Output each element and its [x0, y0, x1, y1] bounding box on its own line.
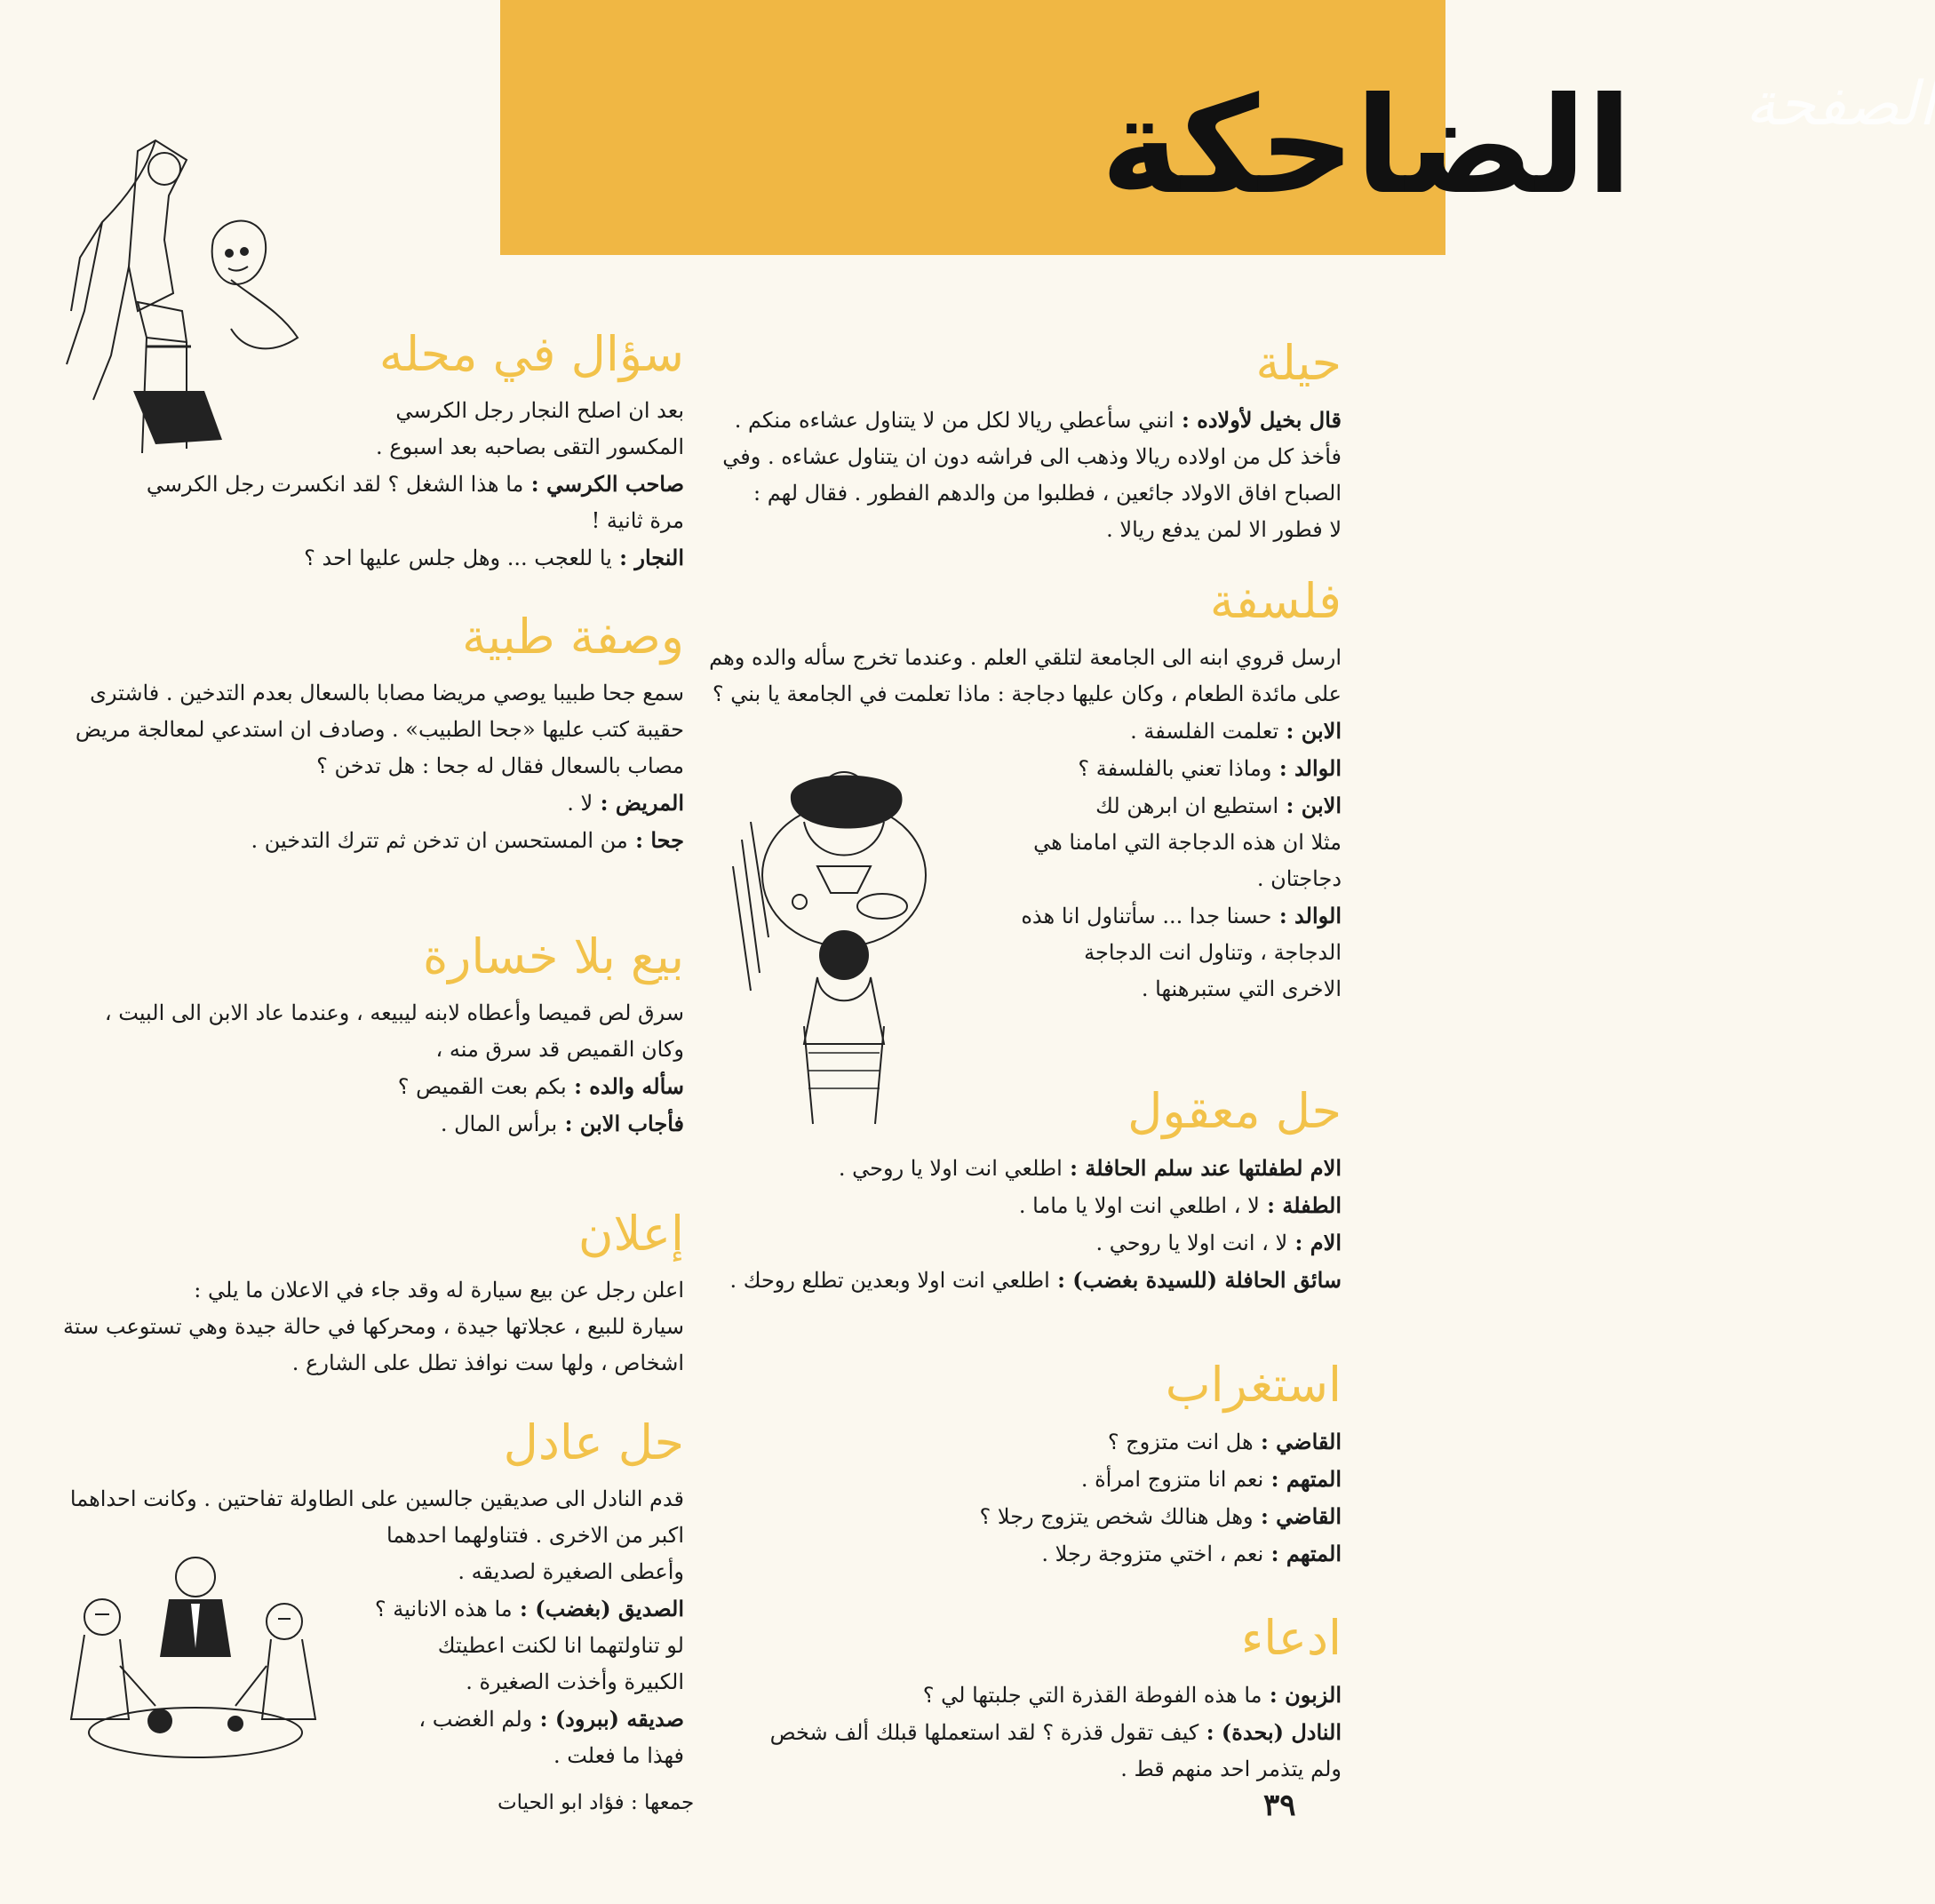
line-text: اطلعي انت اولا يا روحي . — [838, 1156, 1063, 1181]
line-text: مصاب بالسعال فقال له جحا : هل تدخن ؟ — [316, 753, 684, 778]
speaker-label: المتهم : — [1263, 1541, 1342, 1566]
section-body — [729, 1423, 1342, 1573]
section-title: حل عادل — [503, 1414, 684, 1470]
text-line — [27, 539, 684, 577]
text-line — [27, 785, 684, 822]
section-body — [722, 402, 1342, 548]
text-line — [729, 1461, 1342, 1498]
line-text: سمع جحا طبيبا يوصي مريضا مصابا بالسعال بعدم التدخين . فاشترى — [90, 681, 684, 705]
speaker-label: الصديق (بغضب) : — [512, 1596, 684, 1621]
line-text: الدجاجة ، وتناول انت الدجاجة — [1084, 940, 1342, 965]
section-body — [729, 1677, 1342, 1788]
line-text: المكسور التقى بصاحبه بعد اسبوع . — [376, 434, 684, 459]
line-text: وكان القميص قد سرق منه ، — [435, 1037, 684, 1062]
text-line — [27, 466, 684, 503]
speaker-label: سائق الحافلة (للسيدة بغضب) : — [1049, 1267, 1342, 1293]
text-line — [27, 712, 684, 748]
text-line — [729, 1187, 1342, 1224]
speaker-label: النادل (بحدة) : — [1198, 1719, 1342, 1745]
text-line — [729, 475, 1342, 512]
line-text: حسنا جدا ... سأتناول انا هذه — [1021, 904, 1272, 928]
speaker-label: فأجاب الابن : — [557, 1111, 684, 1136]
header-banner — [500, 0, 1935, 255]
line-text: اكبر من الاخرى . فتناولهما احدهما — [386, 1523, 684, 1548]
line-text: وأعطى الصغيرة لصديقه . — [458, 1559, 684, 1584]
line-text: على مائدة الطعام ، وكان عليها دجاجة : ماذا تعلمت في الجامعة يا بني ؟ — [712, 681, 1342, 706]
line-text: وماذا تعني بالفلسفة ؟ — [1078, 756, 1272, 781]
line-text: حقيبة كتب عليها «جحا الطبيب» . وصادف ان استدعي لمعالجة مريض — [75, 717, 684, 742]
speaker-label: جحا : — [627, 827, 684, 853]
speaker-label: الام لطفلتها عند سلم الحافلة : — [1062, 1155, 1342, 1181]
line-text: اشخاص ، ولها ست نوافذ تطل على الشارع . — [291, 1350, 684, 1375]
father-and-son-at-table-illustration — [733, 760, 964, 1133]
line-text: نعم انا متزوج امرأة . — [1080, 1467, 1264, 1492]
section-title: فلسفة — [1209, 573, 1342, 629]
text-line — [27, 995, 684, 1032]
text-line — [729, 1423, 1342, 1461]
line-text: لو تناولتهما انا لكنت اعطيتك — [437, 1633, 684, 1658]
text-line — [722, 439, 1342, 475]
section-istighrab — [729, 1350, 1342, 1573]
text-line — [27, 1518, 684, 1554]
line-text: دجاجتان . — [1256, 866, 1342, 891]
line-text: ما هذه الفوطة القذرة التي جلبتها لي ؟ — [922, 1683, 1262, 1708]
line-text: ما هذه الانانية ؟ — [374, 1597, 513, 1621]
line-text: سيارة للبيع ، عجلاتها جيدة ، ومحركها في حالة جيدة وهي تستوعب ستة — [63, 1314, 684, 1339]
text-line — [729, 1751, 1342, 1788]
section-title: إعلان — [577, 1206, 684, 1262]
line-text: مرة ثانية ! — [591, 508, 684, 533]
speaker-label: سأله والده : — [566, 1073, 684, 1099]
text-line — [27, 822, 684, 859]
section-iddia — [729, 1604, 1342, 1788]
line-text: لا . — [567, 791, 593, 816]
line-text: ما هذا الشغل ؟ لقد انكسرت رجل الكرسي — [146, 472, 524, 497]
line-text: ارسل قروي ابنه الى الجامعة لتلقي العلم . وعندما تخرج سأله والده وهم — [709, 645, 1342, 670]
line-text: انني سأعطي ريالا لكل من لا يتناول عشاءه منكم . — [734, 408, 1175, 433]
waiter-and-two-friends-illustration — [67, 1550, 320, 1768]
line-text: الكبيرة وأخذت الصغيرة . — [466, 1669, 684, 1694]
line-text: لا ، اطلعي انت اولا يا ماما . — [1018, 1193, 1260, 1218]
line-text: لا فطور الا لمن يدفع ريالا . — [1106, 517, 1342, 542]
section-sual — [27, 320, 684, 577]
text-line — [729, 1714, 1342, 1751]
text-line — [27, 429, 684, 466]
line-text: وهل هنالك شخص يتزوج رجلا ؟ — [979, 1504, 1254, 1529]
text-line — [709, 640, 1342, 676]
text-line — [729, 1224, 1342, 1262]
text-line — [729, 402, 1342, 439]
text-line — [712, 676, 1342, 713]
speaker-label: المتهم : — [1263, 1466, 1342, 1492]
text-line — [729, 1262, 1342, 1299]
line-text: مثلا ان هذه الدجاجة التي امامنا هي — [1033, 830, 1342, 855]
banner-subtitle: الصفحة — [1745, 69, 1935, 139]
line-text: استطيع ان ابرهن لك — [1095, 793, 1279, 818]
line-text: اعلن رجل عن بيع سيارة له وقد جاء في الاعلان ما يلي : — [194, 1278, 684, 1303]
line-text: سرق لص قميصا وأعطاه لابنه ليبيعه ، وعندما عاد الابن الى البيت ، — [104, 1000, 684, 1025]
text-line — [27, 1032, 684, 1068]
speaker-label: الوالد : — [1271, 755, 1342, 781]
speaker-label: قال بخيل لأولاده : — [1174, 407, 1342, 433]
text-line — [729, 512, 1342, 548]
section-body — [729, 1150, 1342, 1299]
text-line — [27, 393, 684, 429]
banner-title: الضاحكة — [1100, 69, 1633, 224]
section-body — [27, 675, 684, 859]
line-text: بكم بعت القميص ؟ — [397, 1074, 567, 1099]
text-line — [27, 748, 684, 785]
line-text: اطلعي انت اولا وبعدين تطلع روحك . — [729, 1268, 1050, 1293]
line-text: الاخرى التي ستبرهنها . — [1141, 976, 1342, 1001]
line-text: لا ، انت اولا يا روحي . — [1095, 1231, 1288, 1255]
section-title: استغراب — [1165, 1357, 1342, 1413]
line-text: ولم يتذمر احد منهم قط . — [1120, 1757, 1342, 1781]
text-line — [27, 503, 684, 539]
line-text: بعد ان اصلح النجار رجل الكرسي — [395, 398, 684, 423]
section-body — [27, 393, 684, 577]
speaker-label: الام : — [1287, 1230, 1342, 1255]
line-text: فأخذ كل من اولاده ريالا وذهب الى فراشه دون ان يتناول عشاءه . وفي — [722, 444, 1342, 469]
text-line — [729, 1498, 1342, 1535]
line-text: يا للعجب ... وهل جلس عليها احد ؟ — [304, 546, 612, 570]
section-body — [27, 1272, 684, 1382]
speaker-label: النجار : — [611, 545, 684, 570]
line-text: تعلمت الفلسفة . — [1130, 719, 1279, 744]
text-line — [729, 1150, 1342, 1187]
section-title: ادعاء — [1240, 1610, 1342, 1666]
line-text: كيف تقول قذرة ؟ لقد استعملها قبلك ألف شخص — [769, 1720, 1199, 1745]
speaker-label: الطفلة : — [1259, 1192, 1342, 1218]
text-line — [729, 1677, 1342, 1714]
text-line — [27, 1345, 684, 1382]
section-hila — [722, 329, 1342, 548]
section-title: بيع بلا خسارة — [422, 928, 684, 984]
text-line — [27, 1068, 684, 1105]
section-ilan — [27, 1199, 684, 1382]
speaker-label: صاحب الكرسي : — [523, 471, 684, 497]
section-wasfa — [27, 602, 684, 859]
line-text: هل انت متزوج ؟ — [1107, 1430, 1254, 1454]
line-text: الصباح افاق الاولاد جائعين ، فطلبوا من والدهم الفطور . فقال لهم : — [752, 481, 1342, 506]
text-line — [729, 1535, 1342, 1573]
section-title: سؤال في محله — [378, 326, 684, 382]
section-title: حل معقول — [1127, 1083, 1342, 1139]
line-text: من المستحسن ان تدخن ثم تترك التدخين . — [251, 828, 628, 853]
compiler-credit: جمعها : فؤاد ابو الحيات — [498, 1791, 695, 1814]
speaker-label: الابن : — [1278, 793, 1342, 818]
page-number: ٣٩ — [1263, 1788, 1296, 1823]
text-line — [27, 1105, 684, 1143]
text-line — [27, 1481, 684, 1518]
line-text: برأس المال . — [440, 1111, 558, 1136]
section-title: حيلة — [1255, 335, 1342, 391]
line-text: نعم ، اختي متزوجة رجلا . — [1041, 1542, 1264, 1566]
line-text: فهذا ما فعلت . — [553, 1743, 684, 1768]
section-body — [27, 995, 684, 1143]
text-line — [27, 675, 684, 712]
speaker-label: القاضي : — [1253, 1503, 1342, 1529]
speaker-label: الابن : — [1278, 718, 1342, 744]
section-title: وصفة طبية — [462, 609, 684, 665]
text-line — [27, 1309, 684, 1345]
speaker-label: الزبون : — [1262, 1682, 1342, 1708]
speaker-label: الوالد : — [1271, 903, 1342, 928]
line-text: قدم النادل الى صديقين جالسين على الطاولة تفاحتين . وكانت احداهما — [69, 1486, 684, 1511]
speaker-label: المريض : — [593, 790, 684, 816]
speaker-label: القاضي : — [1253, 1429, 1342, 1454]
speaker-label: صديقه (ببرود) : — [532, 1706, 684, 1732]
text-line — [27, 1272, 684, 1309]
line-text: ولم الغضب ، — [418, 1707, 533, 1732]
section-bay — [27, 922, 684, 1143]
text-line — [729, 713, 1342, 750]
